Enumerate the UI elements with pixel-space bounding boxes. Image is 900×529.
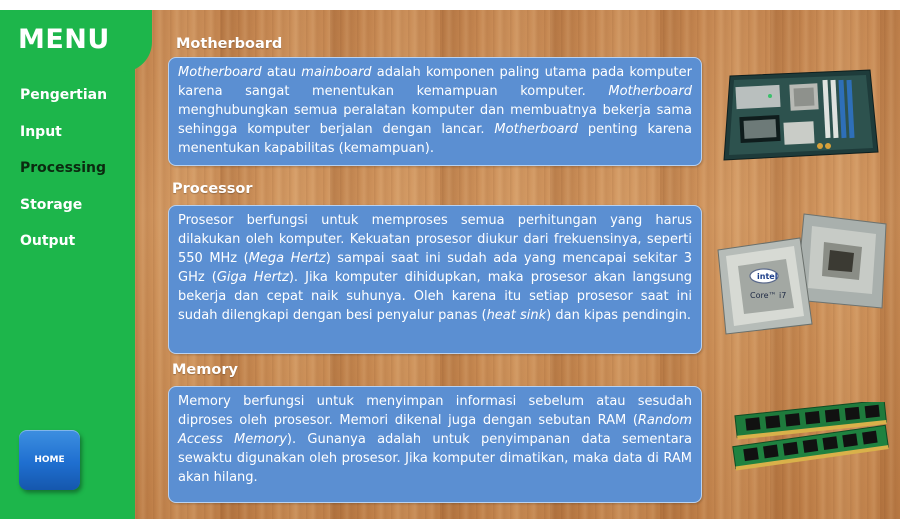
menu-title: MENU [18,24,110,55]
memory-paragraph: Memory berfungsi untuk menyimpan informasi sebelum atau sesudah diproses oleh prosesor. Memori dikenal juga dengan sebutan RAM (Random Access Memory). Gunanya adalah untuk penyimpanan data sementara sewaktu digunakan oleh prosesor. Jika komputer dimatikan, maka data di RAM akan hilang. [178,394,692,485]
sidebar-item-processing[interactable]: Processing [20,160,107,176]
chip-model-label: Core™ i7 [750,291,787,300]
motherboard-paragraph: Motherboard atau mainboard adalah komponen paling utama pada komputer karena sangat menentukan kemampuan komputer. Motherboard menghubungkan semua peralatan komputer dan membuatnya bekerja sama sehingga komputer berjalan dengan lancar. Motherboard penting karena menentukan kapabilitas (kemampuan). [178,65,692,156]
processor-text-box [168,205,702,354]
ram-image [730,402,895,472]
motherboard-image [720,66,880,164]
slide-stage [0,10,900,519]
sidebar-item-storage[interactable]: Storage [20,197,83,213]
section-title-motherboard: Motherboard [176,36,283,52]
processor-image [712,208,892,338]
section-title-processor: Processor [172,181,253,197]
memory-text-box [168,386,702,503]
chip-brand-label: intel [757,272,778,281]
home-button-label: HOME [34,455,65,465]
sidebar-item-output[interactable]: Output [20,233,76,249]
section-title-memory: Memory [172,362,238,378]
processor-paragraph: Prosesor berfungsi untuk memproses semua perhitungan yang harus dilakukan oleh komputer. Kekuatan prosesor diukur dari frekuensinya, seperti 550 MHz (Mega Hertz) sampai saat ini sudah ada yang mencapai sekitar 3 GHz (Giga Hertz). Jika komputer dihidupkan, maka prosesor akan langsung bekerja dan cepat naik suhunya. Oleh karena itu setiap prosesor saat ini sudah dilengkapi dengan besi penyalur panas (heat sink) dan kipas pendingin. [178,213,692,323]
sidebar-item-input[interactable]: Input [20,124,62,140]
motherboard-text-box [168,57,702,166]
home-button[interactable] [19,430,80,490]
sidebar-item-pengertian[interactable]: Pengertian [20,87,108,103]
